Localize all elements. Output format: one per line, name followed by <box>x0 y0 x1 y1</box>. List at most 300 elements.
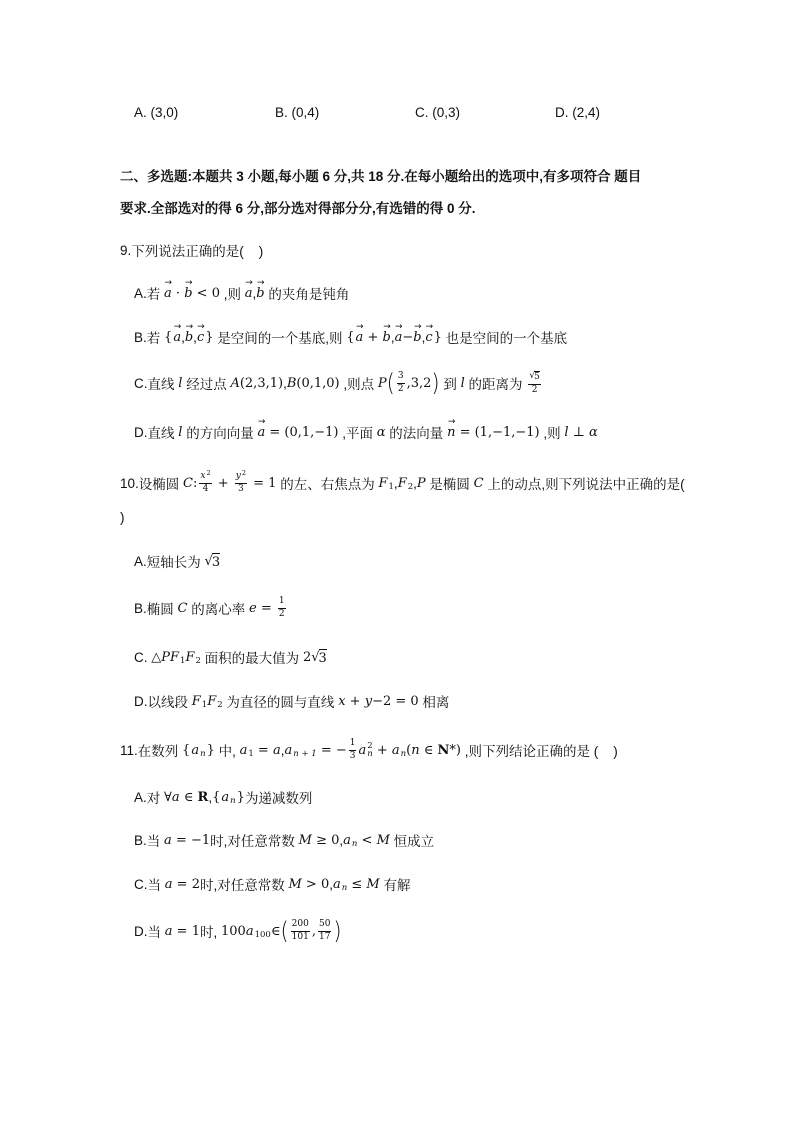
text-run: ,平面 <box>338 426 377 441</box>
math-variable-name: a <box>164 832 172 848</box>
text-run: ,则 <box>539 426 565 441</box>
question-stem-text <box>131 240 263 260</box>
math-variable-name: PF <box>161 649 180 665</box>
text-run: , <box>181 329 185 345</box>
parenthesized-group <box>280 920 341 942</box>
math-variable-name: l <box>178 375 183 391</box>
math-symbols: ≥ 0 <box>311 832 340 848</box>
q11-option-c <box>134 872 411 896</box>
math-subscript: 2 <box>195 656 201 666</box>
math-variable-name: a <box>171 789 180 805</box>
math-symbols: = <box>253 742 273 758</box>
math-fraction <box>318 920 331 942</box>
option-content <box>148 691 450 711</box>
fraction-denominator <box>279 609 285 619</box>
text-run: 是椭圆 <box>425 477 474 492</box>
vector-symbol: → n <box>447 425 455 440</box>
braced-set <box>182 743 215 758</box>
math-variable <box>164 833 172 848</box>
math-fraction <box>397 372 405 394</box>
text-run: 若 <box>146 331 165 346</box>
question-number: 11. <box>120 742 138 758</box>
vector-symbol: → c <box>425 330 432 345</box>
math-variable-name: M <box>376 832 390 848</box>
math-symbols: = 1 <box>249 475 277 491</box>
option-label: A. <box>134 553 147 569</box>
question-number: 9. <box>120 242 132 258</box>
math-variable <box>287 376 297 391</box>
option-label: B. <box>134 832 147 848</box>
math-variable <box>378 376 387 391</box>
text-run: 时, <box>199 925 221 940</box>
vector-symbol: → c <box>197 330 204 345</box>
option-label: A. <box>134 285 147 301</box>
math-symbols: 2 <box>531 384 538 395</box>
math-symbols: ( 200 <box>291 919 309 930</box>
number-set-symbol: N <box>437 742 450 758</box>
option-content <box>148 874 411 894</box>
math-variable-name: P <box>377 375 387 391</box>
math-symbols: 3 <box>349 750 356 761</box>
math-variable-name: α <box>589 424 598 440</box>
text-run: 对 <box>146 791 165 806</box>
math-subscript: 1 <box>201 700 208 710</box>
text-run: 直线 <box>147 377 179 392</box>
math-fraction <box>199 469 211 494</box>
math-symbols: ⊥ <box>568 424 590 440</box>
math-variable <box>178 601 188 616</box>
option-label: C. <box>134 876 148 892</box>
q9-option-a <box>134 281 349 305</box>
vector-symbol: → b <box>184 286 192 301</box>
text-run: 椭圆 <box>146 602 178 617</box>
fraction-numerator <box>291 920 310 931</box>
math-symbols: = (1,−1,−1) <box>455 424 540 440</box>
text-run: 的方向向量 <box>182 426 258 441</box>
fraction-numerator <box>199 469 211 483</box>
math-symbols: −2 = 0 <box>372 693 419 709</box>
text-run: 经过点 <box>182 377 231 392</box>
math-variable <box>377 833 390 848</box>
option-label: A. <box>134 789 147 805</box>
math-variable-name: e <box>249 600 257 616</box>
radicand <box>534 371 540 382</box>
question-10-stem-continued <box>120 505 125 529</box>
option-value: (2,4) <box>572 104 601 120</box>
q9-option-d <box>134 420 598 444</box>
math-variable-name: C <box>473 475 484 491</box>
vector-symbol: → { a <box>173 330 181 345</box>
math-variable-name: a <box>272 742 281 758</box>
math-symbols: △ <box>151 649 162 665</box>
vector-symbol: → b <box>413 330 421 345</box>
text-run: 在数列 <box>137 744 183 759</box>
radicand <box>319 649 327 666</box>
math-symbols: = −1 <box>171 832 211 848</box>
question-10-stem <box>120 471 685 495</box>
math-symbols: (2,3,1) <box>239 375 284 391</box>
prev-option-b <box>275 100 319 124</box>
math-symbols: < <box>357 832 377 848</box>
math-variable <box>165 877 173 892</box>
math-variable-name: α <box>376 424 386 440</box>
math-symbols: 4 <box>202 483 209 494</box>
option-label: D. <box>555 104 573 120</box>
q9-option-c <box>134 371 543 395</box>
math-variable-name: a <box>391 742 400 758</box>
text-run: 为递减数列 <box>244 791 313 806</box>
option-content <box>147 597 288 619</box>
option-label: B. <box>134 600 147 616</box>
math-variable-name: a <box>164 876 173 892</box>
text-run: 以线段 <box>147 695 192 710</box>
math-symbols: · <box>171 285 185 301</box>
math-variable-name: C <box>183 475 193 491</box>
math-variable <box>235 469 247 482</box>
option-content <box>148 920 342 942</box>
option-label: A. <box>134 104 151 120</box>
option-label: C. <box>134 649 148 665</box>
math-subscript: n <box>400 749 407 759</box>
q11-option-a <box>134 785 312 809</box>
math-symbols: 1 <box>349 738 356 749</box>
math-variable <box>474 476 484 491</box>
text-run: ) <box>120 509 125 525</box>
text-run: 下列说法正确的是( ) <box>131 244 264 259</box>
math-subscript: 100 <box>254 930 271 940</box>
text-run: 短轴长为 <box>146 555 205 570</box>
vector-symbol: → a <box>257 425 265 440</box>
math-variable-name: a <box>239 742 248 758</box>
math-variable-name: a <box>164 923 173 939</box>
math-variable <box>285 743 317 758</box>
math-variable <box>249 601 257 616</box>
prev-option-c <box>415 100 460 124</box>
text-run: , <box>393 475 398 491</box>
text-run: , <box>413 475 417 491</box>
math-symbols: ,3,2 <box>406 375 432 391</box>
option-value: (0,3) <box>432 104 461 120</box>
question-stem-text <box>138 739 618 761</box>
math-variable-name: l <box>564 424 569 440</box>
braced-set <box>212 790 245 805</box>
math-variable <box>200 469 211 482</box>
math-variable-name: l <box>178 424 183 440</box>
q10-option-b <box>134 596 288 620</box>
math-subscript: 2 <box>407 482 414 492</box>
text-run: , <box>390 329 395 345</box>
math-variable-name: A <box>230 375 240 391</box>
fraction-numerator <box>397 372 405 383</box>
option-label: B. <box>275 104 292 120</box>
math-variable <box>411 743 419 758</box>
math-variable <box>398 476 413 491</box>
math-subscript: n <box>351 839 358 849</box>
vector-symbol: → b <box>185 330 193 345</box>
text-run: 有解 <box>379 878 411 893</box>
option-content <box>147 283 350 303</box>
math-variable <box>365 694 372 709</box>
text-run: , <box>193 329 197 345</box>
fraction-numerator <box>528 371 540 384</box>
text-run: ,则下列结论正确的是 ( ) <box>460 744 618 759</box>
math-superscript: 2 <box>206 469 211 478</box>
vector-symbol: → a <box>164 286 172 301</box>
text-run: 恒成立 <box>389 834 435 849</box>
math-fraction <box>291 920 310 942</box>
text-run: 的左、右焦点为 <box>276 477 379 492</box>
math-variable <box>358 742 372 759</box>
math-subscript: n <box>341 883 348 893</box>
math-symbols: √ 3 <box>318 650 327 666</box>
math-fraction <box>235 469 247 494</box>
math-subscript: n <box>200 749 206 759</box>
prev-option-d <box>555 100 600 124</box>
math-variable <box>172 790 180 805</box>
math-symbols: = <box>256 600 276 616</box>
option-label: D. <box>134 923 148 939</box>
math-variable <box>246 924 271 939</box>
math-subscript: 1 <box>180 656 186 666</box>
text-run: 当 <box>147 878 165 893</box>
option-content <box>147 551 220 571</box>
fraction-numerator <box>235 469 247 483</box>
math-variable-name: a <box>333 876 341 892</box>
math-variable-name: B <box>286 375 297 391</box>
math-symbols: ∀ <box>164 789 172 805</box>
text-run: 当 <box>147 925 165 940</box>
q11-option-b <box>134 828 434 852</box>
fraction-denominator <box>238 484 244 494</box>
math-variable <box>392 743 406 758</box>
math-symbols: ∈ <box>179 789 198 805</box>
math-variable <box>377 425 386 440</box>
math-variable <box>333 877 347 892</box>
math-symbols: , <box>311 923 316 939</box>
text-run: 的离心率 <box>187 602 249 617</box>
math-variable <box>192 694 207 709</box>
math-symbols: − <box>402 329 414 345</box>
math-variable-name: M <box>366 876 380 892</box>
math-symbols: + <box>363 329 383 345</box>
math-variable <box>338 694 345 709</box>
math-variable-name: y <box>235 471 241 482</box>
question-number: 10. <box>120 475 139 491</box>
math-symbols: + <box>372 742 392 758</box>
option-label: C. <box>415 104 433 120</box>
text-run: , <box>421 329 426 345</box>
math-variable <box>589 425 598 440</box>
math-variable-name: C <box>177 600 188 616</box>
math-symbols: 2 <box>302 649 312 665</box>
math-subscript: n + 1 <box>293 749 317 759</box>
option-label: C. <box>134 375 148 391</box>
text-run: , <box>252 285 257 301</box>
option-content <box>148 647 327 667</box>
math-variable <box>343 833 357 848</box>
braced-set <box>346 330 442 345</box>
option-label: D. <box>134 693 148 709</box>
text-run: 到 <box>439 377 461 392</box>
text-run: 的距离为 <box>464 377 527 392</box>
math-variable <box>240 743 254 758</box>
math-symbols: = − <box>316 742 347 758</box>
math-variable-name: n <box>411 742 420 758</box>
text-run: 时,对任意常数 <box>210 834 299 849</box>
text-run: 直线 <box>147 426 179 441</box>
option-content <box>147 327 567 347</box>
math-symbols: ( 3 <box>397 371 404 382</box>
math-superscript: 2 <box>241 469 247 478</box>
math-subscript: 1 <box>248 749 254 759</box>
math-symbols: + <box>345 693 365 709</box>
fraction-denominator <box>398 384 404 394</box>
math-variable-name: a <box>245 923 254 939</box>
math-variable <box>185 650 200 665</box>
math-symbols: 100 <box>220 923 246 939</box>
question-11-stem <box>120 738 618 762</box>
math-variable-name: F <box>207 693 217 709</box>
math-symbols: > 0 <box>301 876 330 892</box>
option-label: D. <box>134 424 148 440</box>
radicand <box>212 553 220 570</box>
text-run: 是空间的一个基底,则 <box>213 331 347 346</box>
math-symbols: *) <box>449 742 461 758</box>
text-run: , <box>280 742 285 758</box>
math-symbols: (0,1,0) <box>296 375 340 391</box>
prev-option-a <box>134 100 178 124</box>
q10-option-a <box>134 549 220 573</box>
question-stem-text <box>138 469 685 494</box>
math-fraction <box>278 597 286 619</box>
math-variable-name: F <box>397 475 407 491</box>
question-9-stem <box>120 238 263 262</box>
math-variable-name: F <box>191 693 201 709</box>
text-run: 相离 <box>418 695 450 710</box>
square-root <box>529 371 539 382</box>
math-variable-name: M <box>298 832 312 848</box>
fraction-denominator <box>319 932 330 942</box>
text-run: ,则 <box>219 287 245 302</box>
math-symbols: 1 <box>278 596 285 607</box>
math-variable-name: { a <box>191 742 200 758</box>
text-run: 的夹角是钝角 <box>264 287 350 302</box>
math-variable <box>273 743 281 758</box>
math-variable <box>299 833 312 848</box>
question-stem-text <box>120 510 125 525</box>
math-symbols: √ 3 <box>211 554 221 570</box>
option-value: (0,4) <box>291 104 320 120</box>
text-run: , <box>283 375 287 391</box>
text-run: 当 <box>146 834 165 849</box>
section-heading-line-2: 要求.全部选对的得 6 分,部分选对得部分分,有选错的得 0 分. <box>120 201 476 216</box>
text-run: 若 <box>146 287 165 302</box>
math-subscript: 1 <box>388 482 394 492</box>
option-value: (3,0) <box>150 104 179 120</box>
math-variable <box>191 743 205 758</box>
parenthesized-group <box>387 372 440 394</box>
math-symbols: ∈ <box>270 923 281 939</box>
math-symbols: < 0 <box>192 285 220 301</box>
math-symbols: 3 <box>238 483 244 494</box>
math-variable-name: y <box>364 693 373 709</box>
math-symbols: = 2 <box>172 876 200 892</box>
vector-symbol: → a <box>395 330 403 345</box>
math-superscript: 2 <box>367 740 373 751</box>
text-run: 时,对任意常数 <box>199 878 289 893</box>
math-variable <box>183 476 193 491</box>
math-subscript: n <box>367 749 373 759</box>
fraction-numerator <box>278 597 286 608</box>
math-subscript: n <box>230 796 236 806</box>
fraction-numerator <box>318 920 331 931</box>
fraction-denominator <box>532 385 538 395</box>
vector-symbol: → a <box>245 286 253 301</box>
q10-option-d <box>134 689 449 713</box>
math-variable-name: x <box>338 693 346 709</box>
text-run: ,则点 <box>339 377 378 392</box>
q9-option-b <box>134 325 567 349</box>
math-variable <box>378 476 393 491</box>
math-variable <box>221 790 235 805</box>
option-content <box>148 371 543 395</box>
q11-option-d <box>134 919 342 943</box>
math-variable <box>230 376 239 391</box>
text-run: , <box>329 876 333 892</box>
math-variable-name: F <box>185 649 195 665</box>
text-run: 设椭圆 <box>138 477 184 492</box>
math-symbols: 2 <box>278 608 285 619</box>
math-symbols: √ 5 <box>534 372 540 383</box>
option-content <box>148 422 598 442</box>
math-fraction <box>528 371 540 395</box>
math-variable-name: F <box>378 475 388 491</box>
math-symbols: 101 <box>291 931 309 942</box>
math-symbols: = (0,1,−1) <box>265 424 339 440</box>
math-variable-name: l <box>460 375 465 391</box>
fraction-denominator <box>203 484 209 494</box>
text-run: 的法向量 <box>385 426 448 441</box>
math-variable <box>165 924 173 939</box>
vector-symbol: → b <box>256 286 264 301</box>
text-run: 面积的最大值为 <box>200 651 303 666</box>
math-variable-name: x <box>200 471 206 482</box>
vector-symbol: → b <box>382 330 390 345</box>
option-content <box>147 830 434 850</box>
math-symbols: 50 <box>318 919 331 930</box>
square-root <box>311 649 327 666</box>
text-run: 上的动点,则下列说法中正确的是( <box>483 477 685 492</box>
math-variable-name: P <box>416 475 426 491</box>
math-symbols: + <box>213 475 233 491</box>
braced-set <box>164 330 213 345</box>
math-symbols: ( <box>406 742 412 758</box>
text-run: 为直径的圆与直线 <box>222 695 339 710</box>
fraction-numerator <box>349 739 357 750</box>
math-variable-name: a <box>284 742 293 758</box>
math-variable-name: M <box>288 876 302 892</box>
q10-option-c <box>134 645 327 669</box>
math-symbols: 17 <box>318 931 331 942</box>
math-variable <box>161 650 185 665</box>
fraction-denominator <box>292 932 309 942</box>
math-variable <box>207 694 222 709</box>
number-set-symbol: R <box>197 789 209 805</box>
math-subscript: 2 <box>217 700 223 710</box>
math-symbols: = 1 <box>172 923 200 939</box>
text-run: , <box>208 789 213 805</box>
math-fraction <box>349 739 357 761</box>
